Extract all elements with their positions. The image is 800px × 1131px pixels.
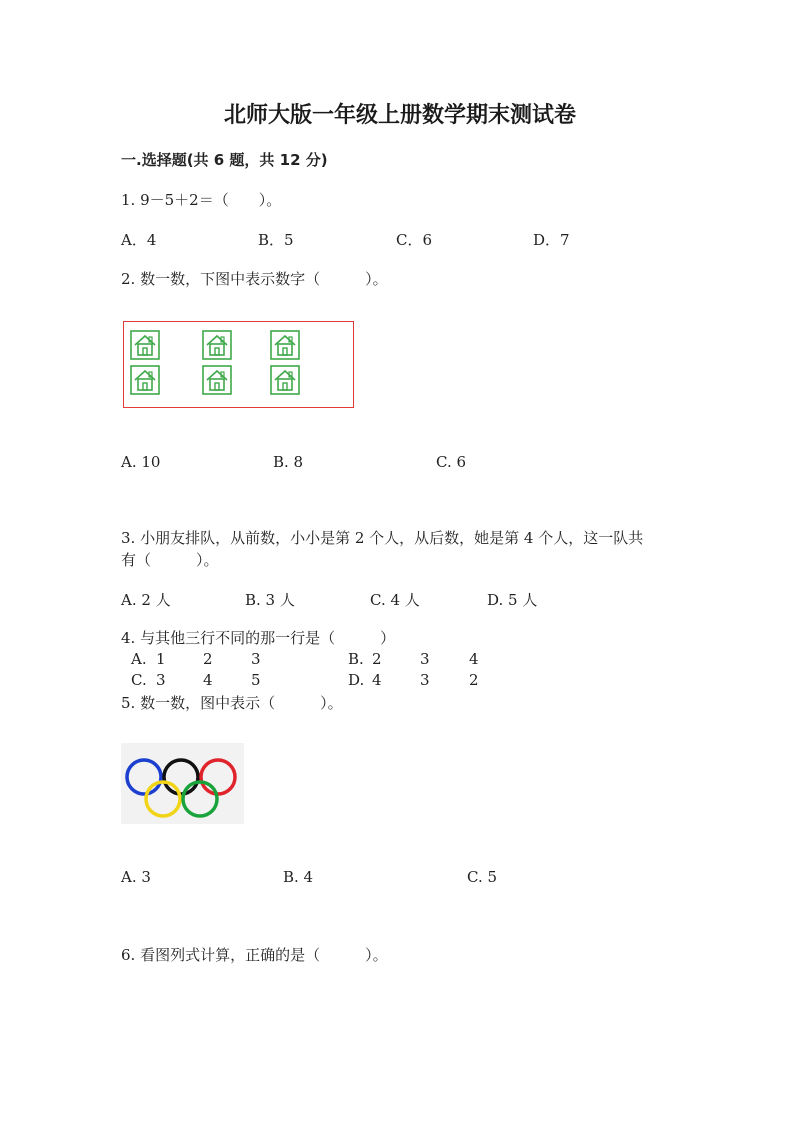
question-5-option-c[interactable]: C. 5 <box>467 868 498 886</box>
question-2-option-c[interactable]: C. 6 <box>436 453 467 471</box>
question-1-option-b[interactable]: B．5 <box>258 231 294 249</box>
question-1-option-c[interactable]: C．6 <box>396 231 433 249</box>
question-4-row-b-label[interactable]: B. <box>348 650 364 668</box>
page-title: 北师大版一年级上册数学期末测试卷 <box>223 103 576 128</box>
question-4-row-c-value: 3 <box>156 671 166 689</box>
question-3-option-a[interactable]: A. 2 人 <box>121 591 171 609</box>
question-4-row-b-value: 2 <box>372 650 382 668</box>
question-2-option-a[interactable]: A. 10 <box>121 453 161 471</box>
question-1-text: 1. 9－5＋2＝（ ）。 <box>121 191 282 209</box>
olympic-rings-figure <box>121 743 244 824</box>
question-3-text-line2: 有（ ）。 <box>121 551 219 569</box>
question-1-option-d[interactable]: D．7 <box>533 231 570 249</box>
question-4-row-c-label[interactable]: C. <box>131 671 147 689</box>
question-1-option-a[interactable]: A．4 <box>121 231 157 249</box>
question-3-option-c[interactable]: C. 4 人 <box>370 591 420 609</box>
question-4-row-b-value: 4 <box>469 650 479 668</box>
house-icon <box>202 330 232 360</box>
section-heading: 一.选择题(共 6 题，共 12 分) <box>121 151 328 169</box>
question-4-row-d-value: 4 <box>372 671 382 689</box>
question-2-text: 2. 数一数，下图中表示数字（ ）。 <box>121 270 388 288</box>
house-icon <box>130 330 160 360</box>
question-4-row-a-value: 1 <box>156 650 166 668</box>
house-figure-frame <box>123 321 354 408</box>
question-4-row-a-label[interactable]: A. <box>131 650 147 668</box>
question-4-row-a-value: 3 <box>251 650 261 668</box>
olympic-rings-icon <box>121 743 244 824</box>
house-icon <box>270 365 300 395</box>
question-6-text: 6. 看图列式计算，正确的是（ ）。 <box>121 946 388 964</box>
question-4-row-d-value: 2 <box>469 671 479 689</box>
question-4-row-c-value: 5 <box>251 671 261 689</box>
question-4-row-b-value: 3 <box>420 650 430 668</box>
question-4-row-d-value: 3 <box>420 671 430 689</box>
question-4-row-c-value: 4 <box>203 671 213 689</box>
question-2-option-b[interactable]: B. 8 <box>273 453 304 471</box>
question-5-option-a[interactable]: A. 3 <box>121 868 151 886</box>
house-icon <box>130 365 160 395</box>
question-5-option-b[interactable]: B. 4 <box>283 868 314 886</box>
question-3-option-d[interactable]: D. 5 人 <box>487 591 538 609</box>
question-3-text-line1: 3. 小朋友排队，从前数，小小是第 2 个人，从后数，她是第 4 个人，这一队共 <box>121 529 644 547</box>
house-icon <box>270 330 300 360</box>
question-3-option-b[interactable]: B. 3 人 <box>245 591 295 609</box>
house-icon <box>202 365 232 395</box>
question-4-row-d-label[interactable]: D. <box>348 671 365 689</box>
question-5-text: 5. 数一数，图中表示（ ）。 <box>121 694 343 712</box>
question-4-text: 4. 与其他三行不同的那一行是（ ） <box>121 629 396 647</box>
question-4-row-a-value: 2 <box>203 650 213 668</box>
